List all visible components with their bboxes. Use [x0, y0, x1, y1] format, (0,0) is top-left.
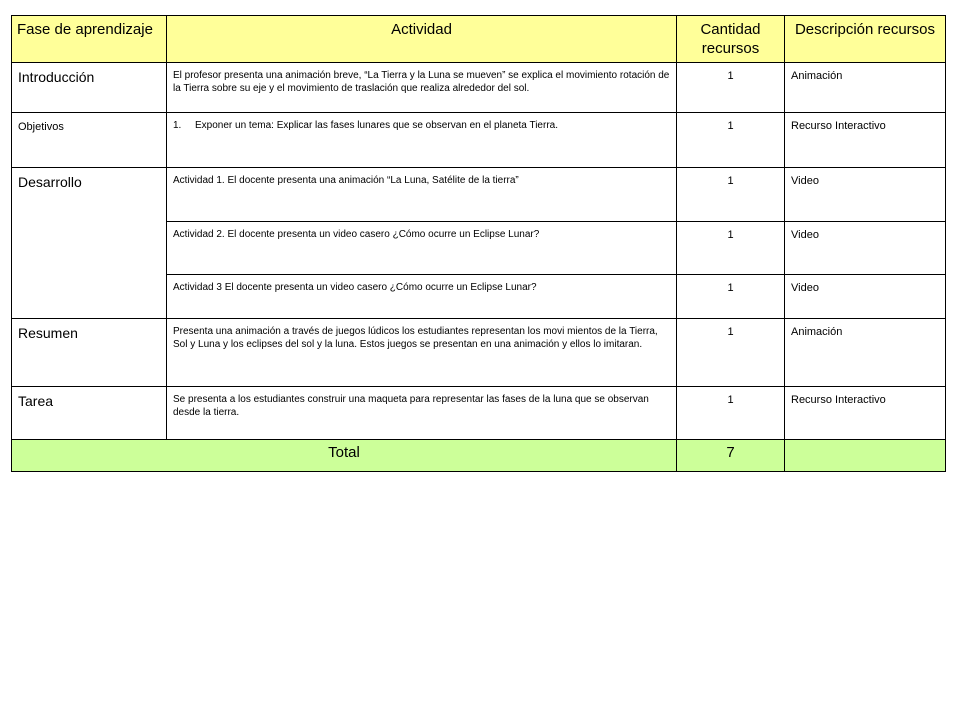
descripcion-cell: Recurso Interactivo — [785, 113, 946, 168]
cantidad-cell: 1 — [677, 319, 785, 387]
actividad-cell — [167, 113, 677, 168]
cantidad-cell: 1 — [677, 63, 785, 113]
fase-cell: Resumen — [12, 319, 167, 387]
descripcion-cell: Video — [785, 222, 946, 275]
descripcion-cell: Video — [785, 168, 946, 222]
table-row — [12, 387, 946, 440]
table-row — [12, 168, 946, 222]
actividad-cell: Actividad 1. El docente presenta una animación “La Luna, Satélite de la tierra” — [167, 168, 677, 222]
total-descripcion — [785, 440, 946, 472]
header-row — [12, 16, 946, 63]
descripcion-cell: Animación — [785, 319, 946, 387]
resources-table — [11, 15, 946, 472]
header-descripcion: Descripción recursos — [785, 16, 946, 63]
fase-cell: Objetivos — [12, 113, 167, 168]
actividad-cell: Se presenta a los estudiantes construir una maqueta para representar las fases de la luna que se observan desde la tierra. — [167, 387, 677, 440]
descripcion-cell: Video — [785, 275, 946, 319]
descripcion-cell: Animación — [785, 63, 946, 113]
header-actividad: Actividad — [167, 16, 677, 63]
fase-cell: Introducción — [12, 63, 167, 113]
objective-text: Exponer un tema: Explicar las fases lunares que se observan en el planeta Tierra. — [195, 120, 558, 131]
actividad-cell: Actividad 2. El docente presenta un video casero ¿Cómo ocurre un Eclipse Lunar? — [167, 222, 677, 275]
table-row — [12, 63, 946, 113]
total-label: Total — [12, 440, 677, 472]
actividad-cell: El profesor presenta una animación breve, “La Tierra y la Luna se mueven” se explica el movimiento rotación de la Tierra sobre su eje y el movimiento de traslación que realiza alrededor del sol. — [167, 63, 677, 113]
actividad-cell: Actividad 3 El docente presenta un video casero ¿Cómo ocurre un Eclipse Lunar? — [167, 275, 677, 319]
fase-cell: Tarea — [12, 387, 167, 440]
fase-cell: Desarrollo — [12, 168, 167, 319]
table-row — [12, 113, 946, 168]
actividad-cell: Presenta una animación a través de juegos lúdicos los estudiantes representan los movi mientos de la Tierra, Sol y Luna y los eclipses del sol y la luna. Estos juegos se presentan en una animación y ellos lo imitaran. — [167, 319, 677, 387]
cantidad-cell: 1 — [677, 222, 785, 275]
table-row — [12, 319, 946, 387]
header-cantidad: Cantidad recursos — [677, 16, 785, 63]
cantidad-cell: 1 — [677, 113, 785, 168]
total-row — [12, 440, 946, 472]
cantidad-cell: 1 — [677, 168, 785, 222]
total-value: 7 — [677, 440, 785, 472]
header-fase: Fase de aprendizaje — [12, 16, 167, 63]
cantidad-cell: 1 — [677, 387, 785, 440]
descripcion-cell: Recurso Interactivo — [785, 387, 946, 440]
list-number: 1. — [173, 120, 182, 131]
cantidad-cell: 1 — [677, 275, 785, 319]
